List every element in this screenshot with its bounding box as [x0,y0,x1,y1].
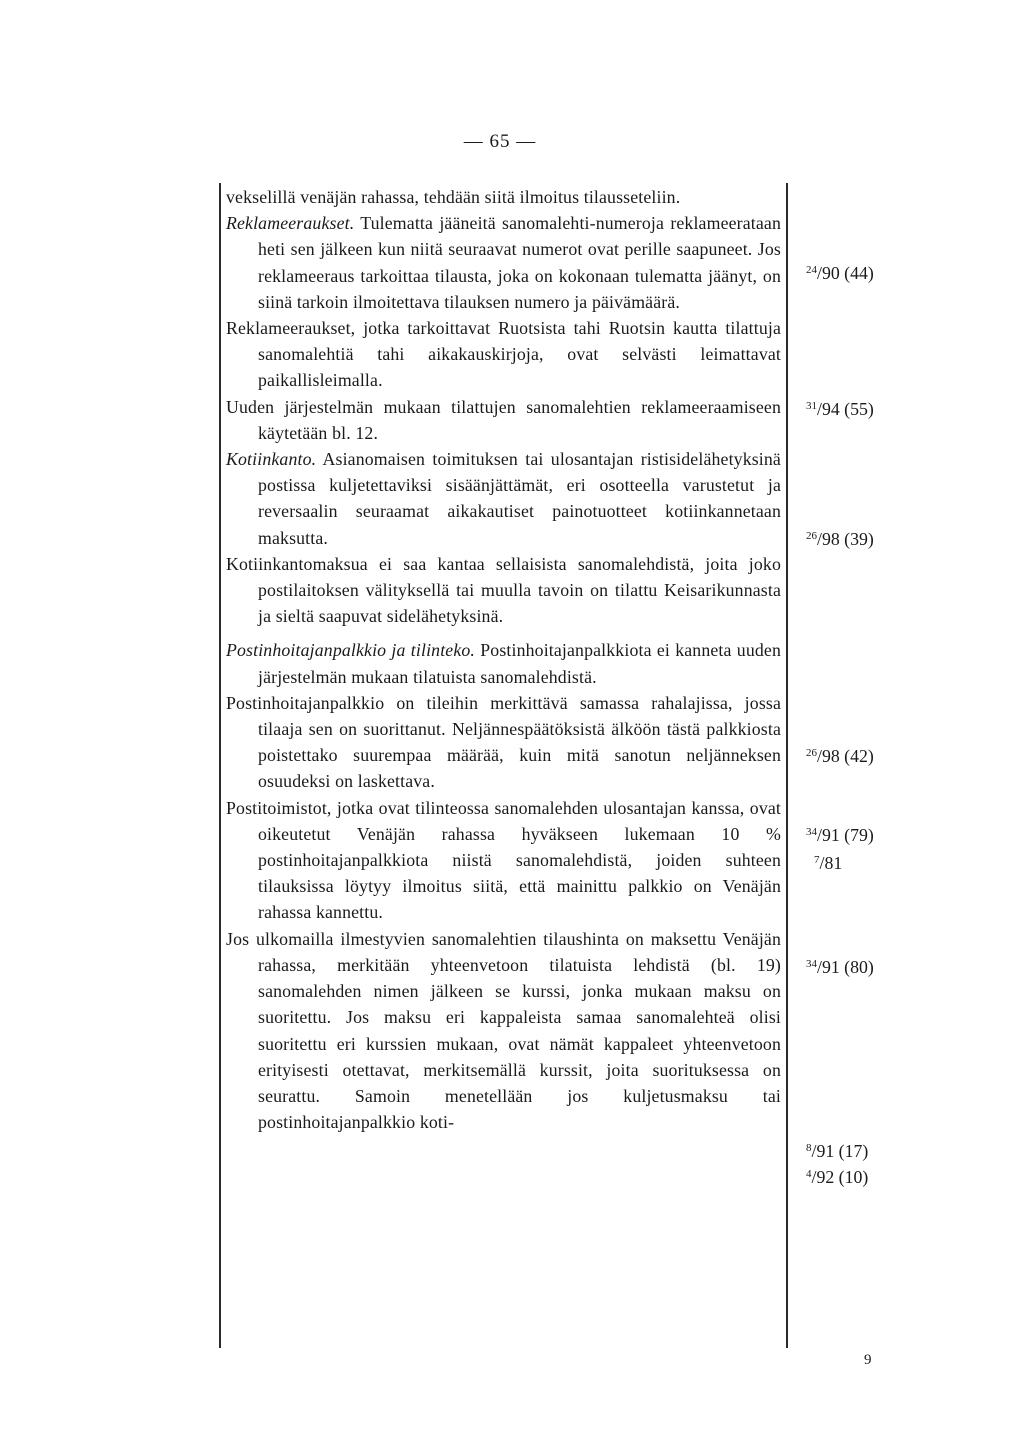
paragraph-reklameeraukset: Reklameeraukset. Tulematta jääneitä sanomalehti-numeroja reklameerataan heti sen jälkeen kun niitä seuraavat numerot ovat perille saapuneet. Jos reklameeraus tarkoittaa tilausta, joka on kokonaan tulematta jäänyt, on siinä tarkoin ilmoitettava tilauksen numero ja päivämäärä. [226,213,781,312]
main-text-column [226,184,781,1135]
paragraph-postitoimistot: Postitoimistot, jotka ovat tilinteossa sanomalehden ulosantajan kanssa, ovat oikeutetut Venäjän rahassa hyväkseen lukemaan 10 % postinhoitajanpalkkiota niistä sanomalehdistä, joiden suhteen tilauksissa löytyy ilmoitus siitä, että mainittu palkkio on Venäjän rahassa kannettu. [226,797,781,923]
margin-reference: $^{31}$/94 (55) [806,399,874,419]
section-heading: Reklameeraukset. [226,213,355,234]
paragraph-postinhoitajanpalkkio: Postinhoitajanpalkkio ja tilinteko. Postinhoitajanpalkkiota ei kanneta uuden järjestelmän mukaan tilatuista sanomalehdistä. [226,640,781,687]
paragraph-ulkomailla: Jos ulkomailla ilmestyvien sanomalehtien tilaushinta on maksettu Venäjän rahassa, merkitään yhteenvetoon tilatuista lehdistä (bl. 19) sanomalehden nimen jälkeen se kurssi, jonka mukaan maksu on suoritettu. Jos maksu eri kappaleista samaa sanomalehteä olisi suoritettu eri kurssien mukaan, ovat nämät kappaleet yhteenvetoon erityisesti otettavat, merkitsemällä kurssit, joita suorituksessa on seurattu. Samoin menetellään jos kuljetusmaksu tai postinhoitajanpalkkio koti- [226,928,781,1133]
margin-reference: $^8$/91 (17) [806,1141,869,1161]
margin-reference: $^{24}$/90 (44) [806,263,874,283]
margin-reference: $^{34}$/91 (79) [806,825,874,845]
paragraph-rahalaji: Postinhoitajanpalkkio on tileihin merkittävä samassa rahalajissa, jossa tilaaja sen on suorittanut. Neljännespäätöksistä älköön tästä palkkiosta poistettako suurempaa määrää, kuin mitä sanotun neljänneksen osuudeksi on laskettava. [226,692,781,792]
paragraph-ruotsi: Reklameeraukset, jotka tarkoittavat Ruotsista tahi Ruotsin kautta tilattuja sanomalehtiä tahi aikakauskirjoja, ovat selvästi leimattavat paikallisleimalla. [226,318,781,391]
margin-reference: $^{26}$/98 (39) [806,529,874,549]
left-column-rule [219,183,221,1348]
right-column-rule [786,183,788,1348]
margin-reference: $^4$/92 (10) [806,1167,869,1187]
margin-reference: $^7$/81 [814,853,843,873]
margin-reference: $^{34}$/91 (80) [806,957,874,977]
signature-mark: 9 [864,1352,872,1368]
margin-reference: $^{26}$/98 (42) [806,746,874,766]
page-number: — 65 — [463,131,537,152]
section-heading: Postinhoitajanpalkkio ja tilinteko. [226,640,476,661]
paragraph-kotiinkantomaksu: Kotiinkantomaksua ei saa kantaa sellaisista sanomalehdistä, joita joko postilaitoksen välityksellä tai muulla tavoin on tilattu Keisarikunnasta ja sieltä saapuvat sidelähetyksinä. [226,553,781,627]
section-heading: Kotiinkanto. [226,449,317,470]
paragraph-uuden-jarjestelman: Uuden järjestelmän mukaan tilattujen sanomalehtien reklameeraamiseen käytetään bl. 12. [226,396,781,443]
paragraph-continuation: vekselillä venäjän rahassa, tehdään siitä ilmoitus tilausseteliin. [226,187,681,207]
paragraph-kotiinkanto: Kotiinkanto. Asianomaisen toimituksen tai ulosantajan ristisidelähetyksinä postissa kuljetettaviksi sisäänjättämät, eri osotteella varustetut ja reversaalin seuraamat aikakautiset painotuotteet kotiinkannetaan maksutta. [226,449,781,548]
